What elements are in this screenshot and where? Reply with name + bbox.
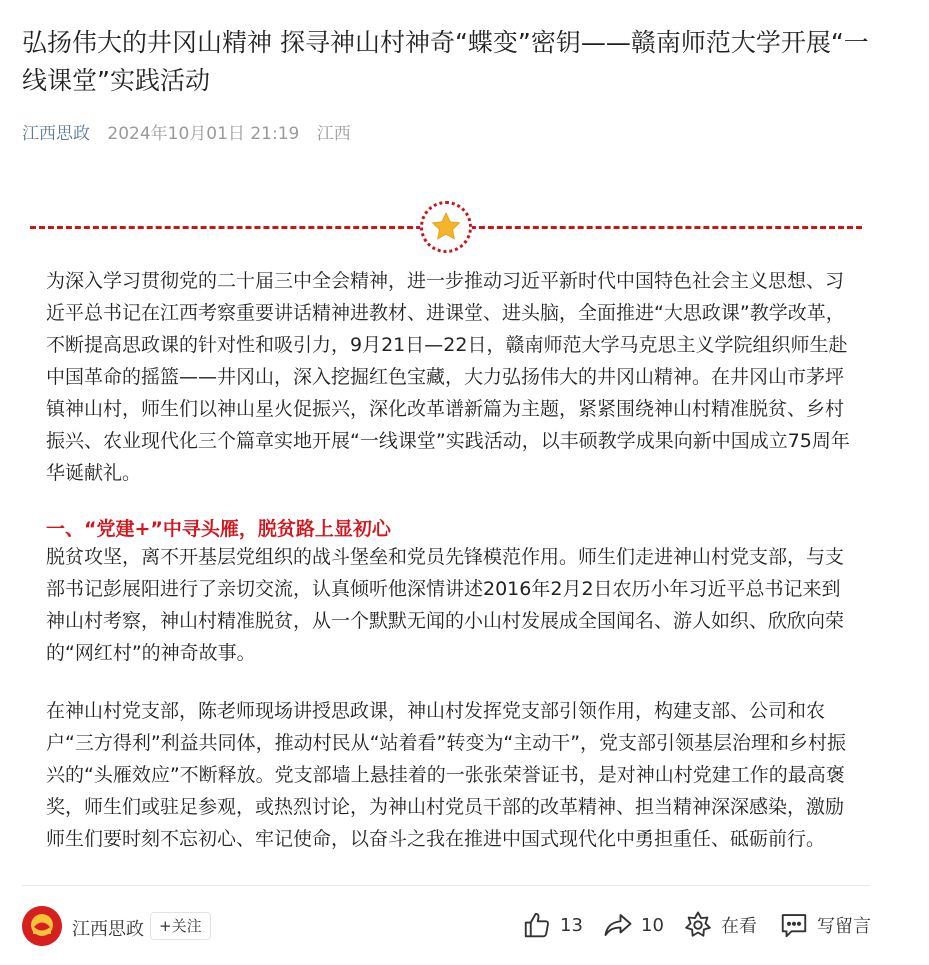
article-footer-bar [22,904,882,950]
publish-region: 江西 [316,124,351,144]
article-meta [22,119,351,144]
section-heading-1: 一、“党建+”中寻头雁，脱贫路上显初心 [46,518,391,540]
footer-divider [22,885,870,886]
paragraph-3: 在神山村党支部，陈老师现场讲授思政课，神山村发挥党支部引领作用，构建支部、公司和农户“三方得利”利益共同体，推动村民从“站着看”转变为“主动干”，党支部引领基层治理和乡村振兴的“头雁效应”不断释放。党支部墙上悬挂着的一张张荣誉证书，是对神山村党建工作的最高褒奖，师生们或驻足参观，或热烈讨论，为神山村党员干部的改革精神、担当精神深深感染，激励师生们要时刻不忘初心、牢记使命，以奋斗之我在推进中国式现代化中勇担重任、砥砺前行。 [46,700,847,850]
follow-button[interactable]: +关注 [150,912,211,940]
looking-flower-icon [683,910,713,940]
account-avatar[interactable] [22,906,62,946]
like-count: 13 [560,914,583,936]
star-medal-icon [420,201,472,253]
write-comment-button[interactable] [779,910,871,940]
paragraph-intro: 为深入学习贯彻党的二十届三中全会精神，进一步推动习近平新时代中国特色社会主义思想、习近平总书记在江西考察重要讲话精神进教材、进课堂、进头脑，全面推进“大思政课”教学改革，不断提高思政课的针对性和吸引力，9月21日—22日，赣南师范大学马克思主义学院组织师生赴中国革命的摇篮——井冈山，深入挖掘红色宝藏，大力弘扬伟大的井冈山精神。在井冈山市茅坪镇神山村，师生们以神山星火促振兴，深化改革谱新篇为主题，紧紧围绕神山村精准脱贫、乡村振兴、农业现代化三个篇章实地开展“一线课堂”实践活动，以丰硕教学成果向新中国成立75周年华诞献礼。 [46,270,850,484]
article-title: 弘扬伟大的井冈山精神 探寻神山村神奇“蝶变”密钥——赣南师范大学开展“一线课堂”实践活动 [22,28,869,95]
looking-label: 在看 [721,916,757,937]
comment-bubble-icon [779,910,809,940]
source-account-link[interactable]: 江西思政 [22,124,90,144]
looking-button[interactable] [683,910,757,940]
share-count: 10 [641,914,664,936]
share-button[interactable] [603,910,664,940]
publish-date: 2024年10月01日 21:19 [107,124,300,144]
thumbs-up-icon [522,910,552,940]
comment-label: 写留言 [817,916,871,937]
share-arrow-icon [603,910,633,940]
account-name[interactable]: 江西思政 [72,919,144,940]
like-button[interactable] [522,910,583,940]
decorative-divider [30,190,862,264]
paragraph-2: 脱贫攻坚，离不开基层党组织的战斗堡垒和党员先锋模范作用。师生们走进神山村党支部，与支部书记彭展阳进行了亲切交流，认真倾听他深情讲述2016年2月2日农历小年习近平总书记来到神山村考察，神山村精准脱贫，从一个默默无闻的小山村发展成全国闻名、游人如织、欣欣向荣的“网红村”的神奇故事。 [46,546,845,664]
